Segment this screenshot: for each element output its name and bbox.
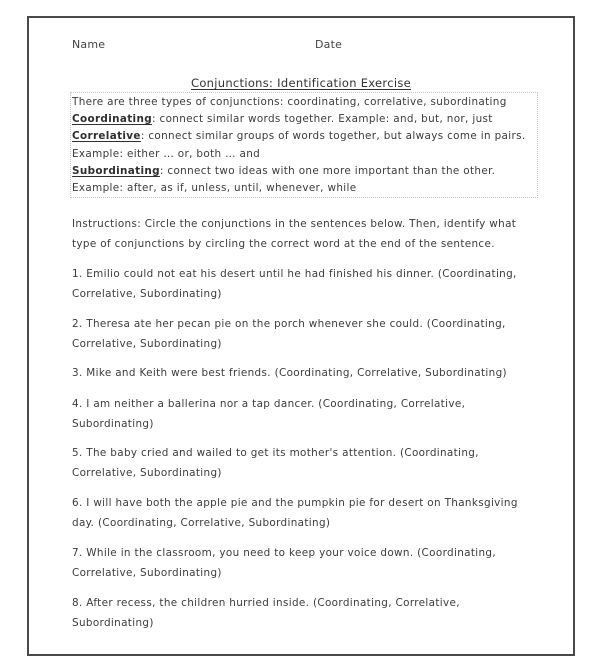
subordinating-text: : connect two ideas with one more important than the other.: [159, 165, 496, 177]
coordinating-term: Coordinating: [72, 113, 152, 125]
question-line-1: 2. Theresa ate her pecan pie on the porch whenever she could. (Coordinating,: [72, 318, 506, 330]
question-item: [72, 547, 542, 579]
question-line-1: 3. Mike and Keith were best friends. (Coordinating, Correlative, Subordinating): [72, 367, 507, 379]
subordinating-definition: [72, 165, 495, 177]
question-line-1: 6. I will have both the apple pie and the pumpkin pie for desert on Thanksgiving: [72, 497, 518, 509]
question-line-2: Subordinating): [72, 418, 154, 430]
question-item: [72, 268, 542, 300]
definitions-intro: There are three types of conjunctions: coordinating, correlative, subordinating: [72, 96, 507, 108]
date-label: Date: [315, 38, 343, 51]
instructions-line-1: Instructions: Circle the conjunctions in the sentences below. Then, identify what: [72, 218, 517, 230]
question-line-2: day. (Coordinating, Correlative, Subordinating): [72, 517, 331, 529]
coordinating-definition: [72, 113, 493, 125]
question-item: [72, 497, 542, 529]
worksheet-page: [27, 16, 575, 656]
question-line-2: Correlative, Subordinating): [72, 288, 222, 300]
correlative-example: Example: either … or, both … and: [72, 148, 261, 160]
question-line-1: 1. Emilio could not eat his desert until he had finished his dinner. (Coordinating,: [72, 268, 517, 280]
question-line-2: Subordinating): [72, 617, 154, 629]
correlative-definition: [72, 130, 526, 142]
question-item: [72, 447, 542, 479]
worksheet-title: Conjunctions: Identification Exercise: [190, 76, 411, 90]
name-label: Name: [72, 38, 106, 51]
question-item: [72, 398, 542, 430]
question-item: [72, 367, 542, 379]
instructions-line-2: type of conjunctions by circling the correct word at the end of the sentence.: [72, 238, 495, 250]
coordinating-text: : connect similar words together. Example: and, but, nor, just: [152, 113, 493, 125]
correlative-text: : connect similar groups of words together, but always come in pairs.: [140, 130, 526, 142]
instructions: [72, 218, 542, 250]
subordinating-term: Subordinating: [72, 165, 160, 177]
question-line-1: 8. After recess, the children hurried inside. (Coordinating, Correlative,: [72, 597, 460, 609]
question-line-1: 7. While in the classroom, you need to keep your voice down. (Coordinating,: [72, 547, 497, 559]
question-line-2: Correlative, Subordinating): [72, 467, 222, 479]
question-line-2: Correlative, Subordinating): [72, 338, 222, 350]
question-line-2: Correlative, Subordinating): [72, 567, 222, 579]
question-item: [72, 597, 542, 629]
correlative-term: Correlative: [72, 130, 141, 142]
question-line-1: 4. I am neither a ballerina nor a tap dancer. (Coordinating, Correlative,: [72, 398, 466, 410]
question-line-1: 5. The baby cried and wailed to get its mother's attention. (Coordinating,: [72, 447, 479, 459]
question-item: [72, 318, 542, 350]
subordinating-example: Example: after, as if, unless, until, whenever, while: [72, 182, 357, 194]
